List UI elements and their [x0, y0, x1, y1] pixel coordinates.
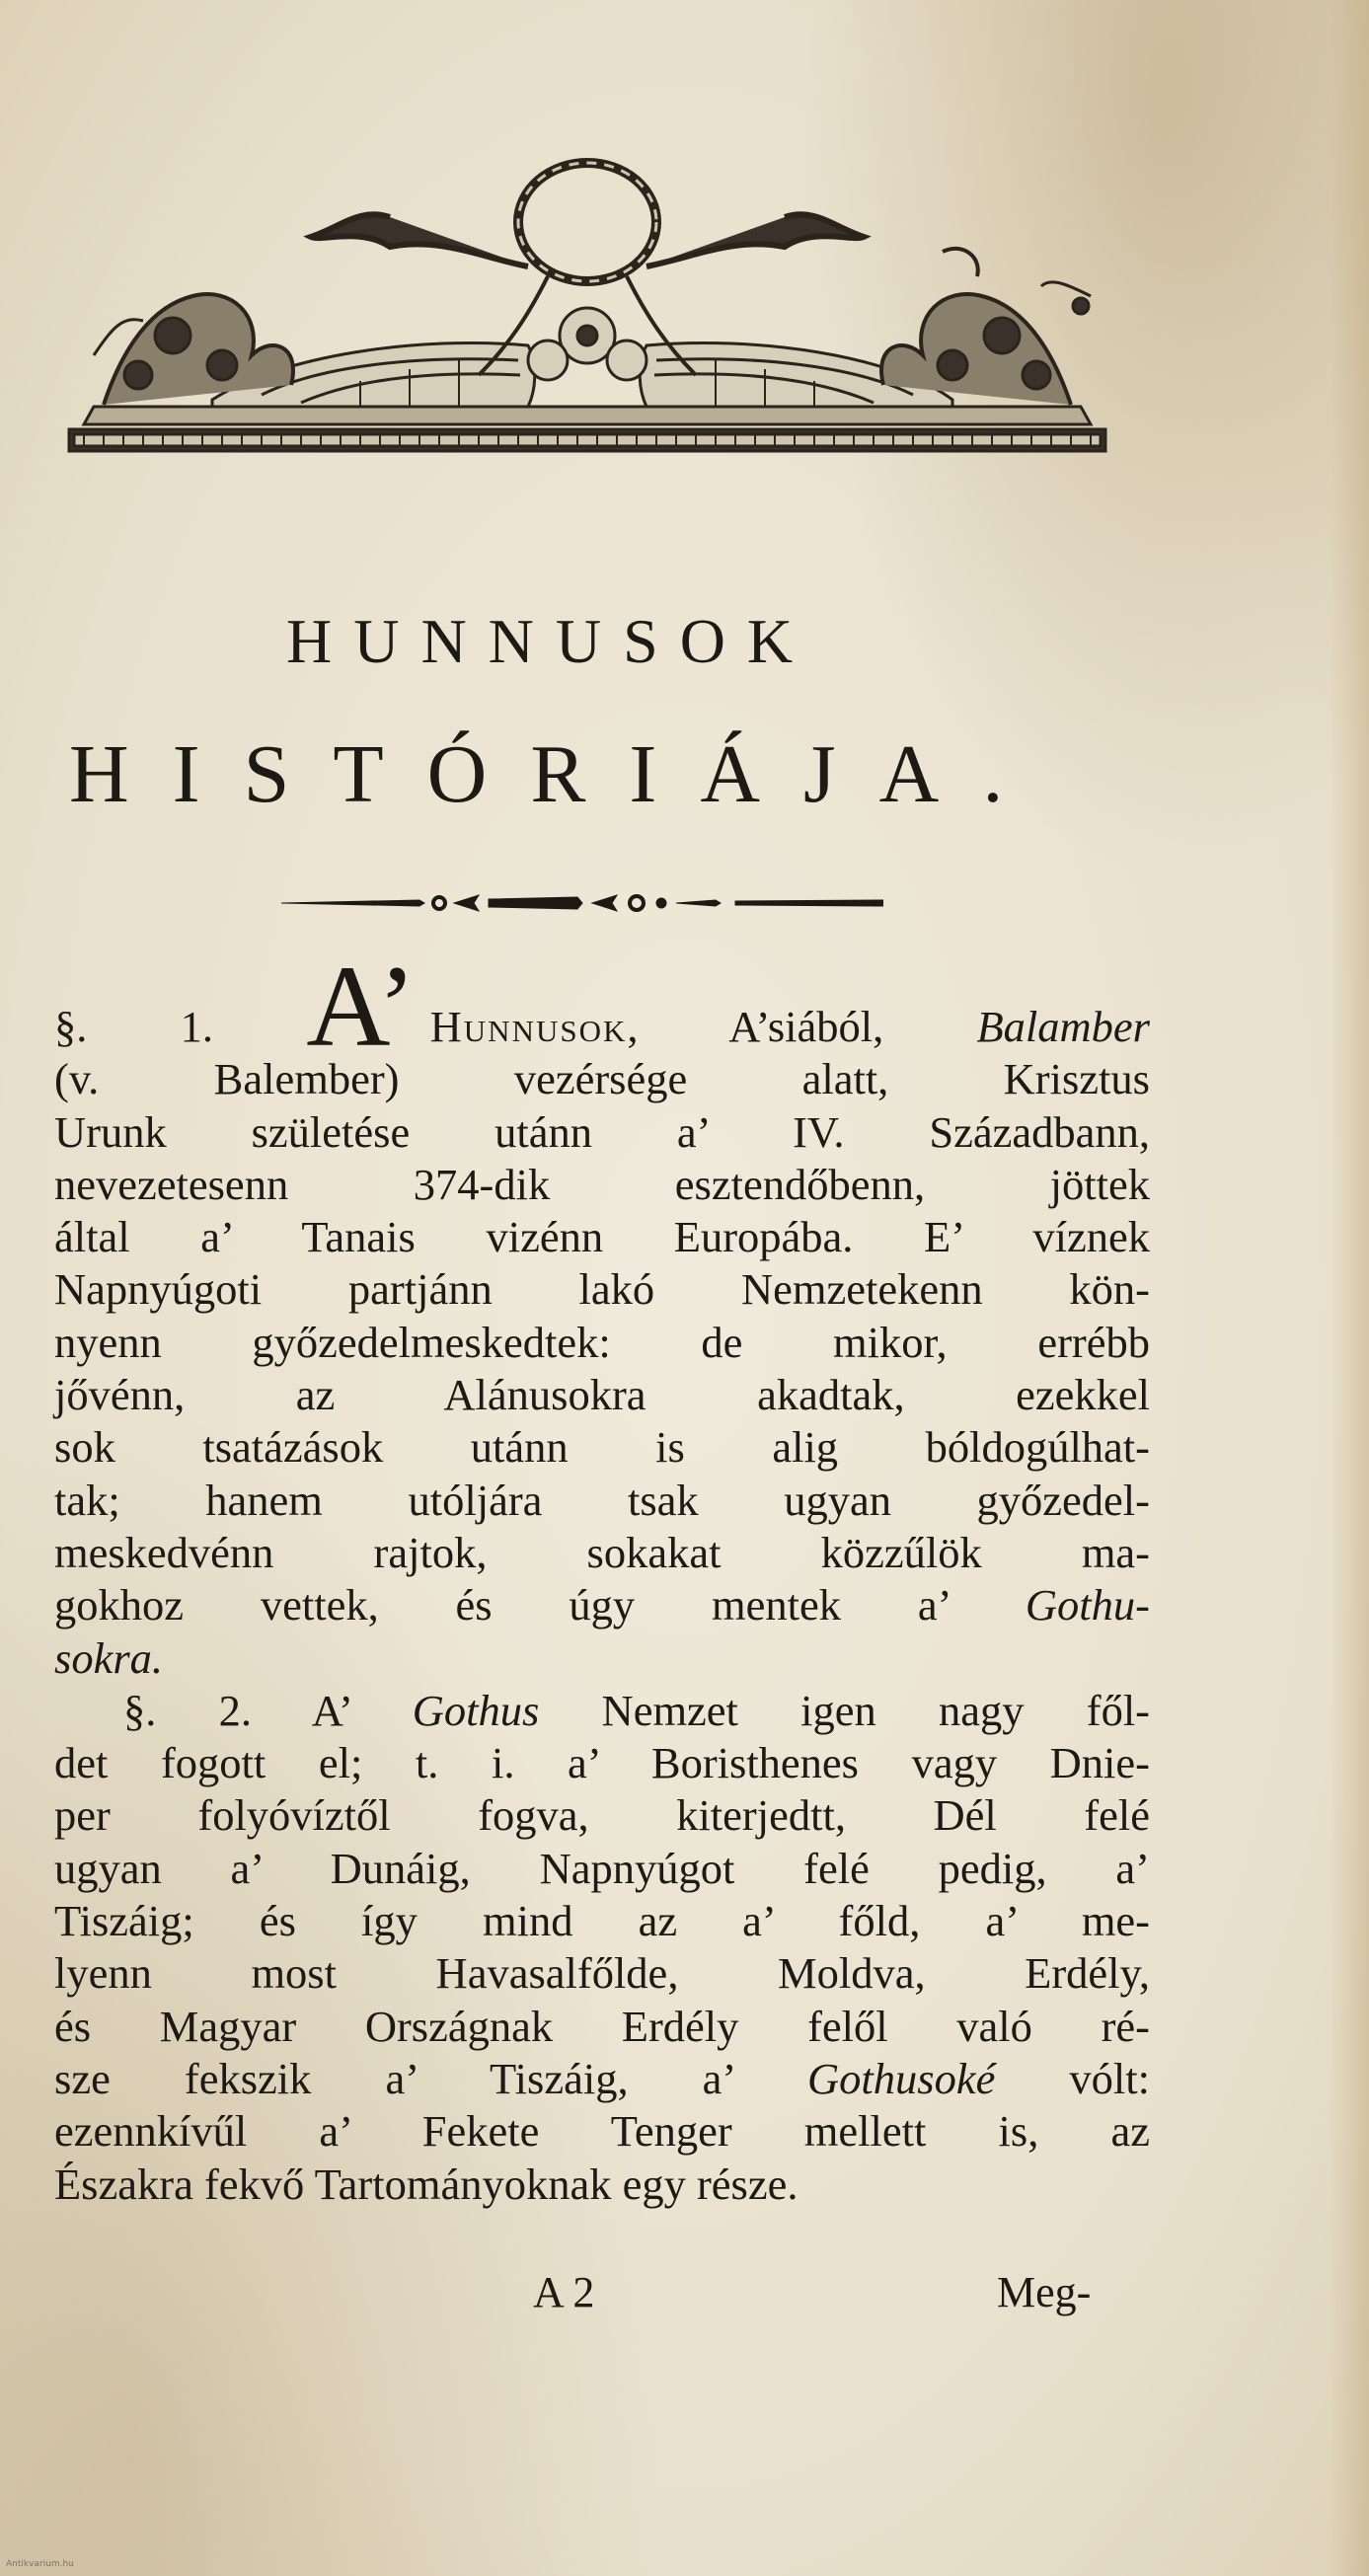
small-caps-text: Hunnusok — [429, 1002, 628, 1051]
text-line — [54, 1211, 1150, 1263]
text-line — [54, 2159, 1150, 2211]
ornamental-rule-icon — [281, 883, 883, 923]
text-run: Északra fekvő Tartományoknak egy része. — [54, 2159, 799, 2209]
text-line — [54, 2105, 1150, 2158]
text-run: Urunk születése utánn a’ IV. Századbann, — [54, 1106, 1150, 1157]
text-run: meskedvénn rajtok, sokakat közzűlök ma- — [54, 1527, 1150, 1577]
text-line — [54, 1475, 1150, 1527]
text-line — [54, 1947, 1150, 2000]
text-run: vólt: — [995, 2053, 1150, 2103]
drop-cap: A’ — [306, 942, 417, 1071]
text-line — [54, 1053, 1150, 1105]
text-run: nyenn győzedelmeskedtek: de mikor, errébb — [54, 1317, 1150, 1367]
paragraph — [54, 942, 1150, 1685]
text-line — [54, 1263, 1150, 1316]
text-line — [54, 1317, 1150, 1369]
title-line-2: HISTÓRIÁJA. — [69, 728, 1047, 820]
paragraph-container — [54, 942, 1151, 2211]
title-line-1: HUNNUSOK — [286, 606, 815, 676]
catchword: Meg- — [997, 2268, 1092, 2316]
text-line — [54, 1843, 1150, 1895]
paragraph — [54, 1685, 1150, 2211]
text-line — [54, 1737, 1150, 1789]
text-run: gokhoz vettek, és úgy mentek a’ — [54, 1580, 1026, 1630]
signature-mark: A 2 — [533, 2268, 595, 2316]
headpiece-ornament-icon — [64, 148, 1110, 474]
body-text — [54, 942, 1151, 2211]
watermark-text: Antikvarium.hu — [6, 2559, 74, 2569]
text-line — [54, 1527, 1150, 1579]
text-run: Tiszáig; és így mind az a’ főld, a’ me- — [54, 1896, 1150, 1946]
text-line — [54, 1685, 1150, 1737]
text-run: det fogott el; t. i. a’ Boristhenes vagy Dnie- — [54, 1738, 1150, 1788]
text-line — [54, 1632, 1150, 1685]
text-line — [54, 942, 1150, 1071]
italic-text: Gothu- — [1025, 1580, 1150, 1630]
text-line — [54, 1159, 1150, 1211]
text-run: per folyóvíztől fogva, kiterjedtt, Dél felé — [54, 1790, 1150, 1841]
italic-text: Gothus — [412, 1685, 540, 1735]
text-run: tak; hanem utóljára tsak ugyan győzedel- — [54, 1475, 1150, 1525]
text-line — [54, 2053, 1150, 2105]
text-run: Napnyúgoti partjánn lakó Nemzetekenn kön- — [54, 1264, 1150, 1315]
italic-text: Balamber — [976, 1002, 1150, 1051]
text-line — [54, 1106, 1150, 1159]
section-number: §. 1. — [54, 1002, 307, 1051]
text-run: (v. Balember) vezérsége alatt, Krisztus — [54, 1054, 1150, 1104]
text-run: által a’ Tanais vizénn Europába. E’ víznek — [54, 1212, 1150, 1262]
page-edge-shadow — [1330, 0, 1369, 2576]
text-run: sok tsatázások utánn is alig bóldogúlhat- — [54, 1422, 1150, 1473]
text-run: nevezetesenn 374-dik esztendőbenn, jöttek — [54, 1159, 1150, 1209]
text-run: , A’siából, — [627, 1002, 977, 1051]
text-run: ezennkívűl a’ Fekete Tenger mellett is, az — [54, 2106, 1150, 2157]
text-run: §. 2. A’ — [123, 1685, 413, 1735]
text-line — [54, 1789, 1150, 1842]
text-run: jővénn, az Alánusokra akadtak, ezekkel — [54, 1370, 1150, 1420]
italic-text: sokra. — [54, 1632, 164, 1683]
text-run: sze fekszik a’ Tiszáig, a’ — [54, 2053, 807, 2103]
text-line — [54, 1369, 1150, 1421]
text-line — [54, 2001, 1150, 2053]
italic-text: Gothusoké — [807, 2053, 996, 2103]
text-line — [54, 1579, 1150, 1631]
text-run: ugyan a’ Dunáig, Napnyúgot felé pedig, a’ — [54, 1843, 1150, 1893]
text-run: és Magyar Országnak Erdély felől való ré- — [54, 2001, 1150, 2051]
text-run: Nemzet igen nagy fől- — [539, 1685, 1151, 1735]
text-line — [54, 1421, 1150, 1474]
text-run: lyenn most Havasalfőlde, Moldva, Erdély, — [54, 1948, 1150, 1999]
text-line — [54, 1895, 1150, 1947]
